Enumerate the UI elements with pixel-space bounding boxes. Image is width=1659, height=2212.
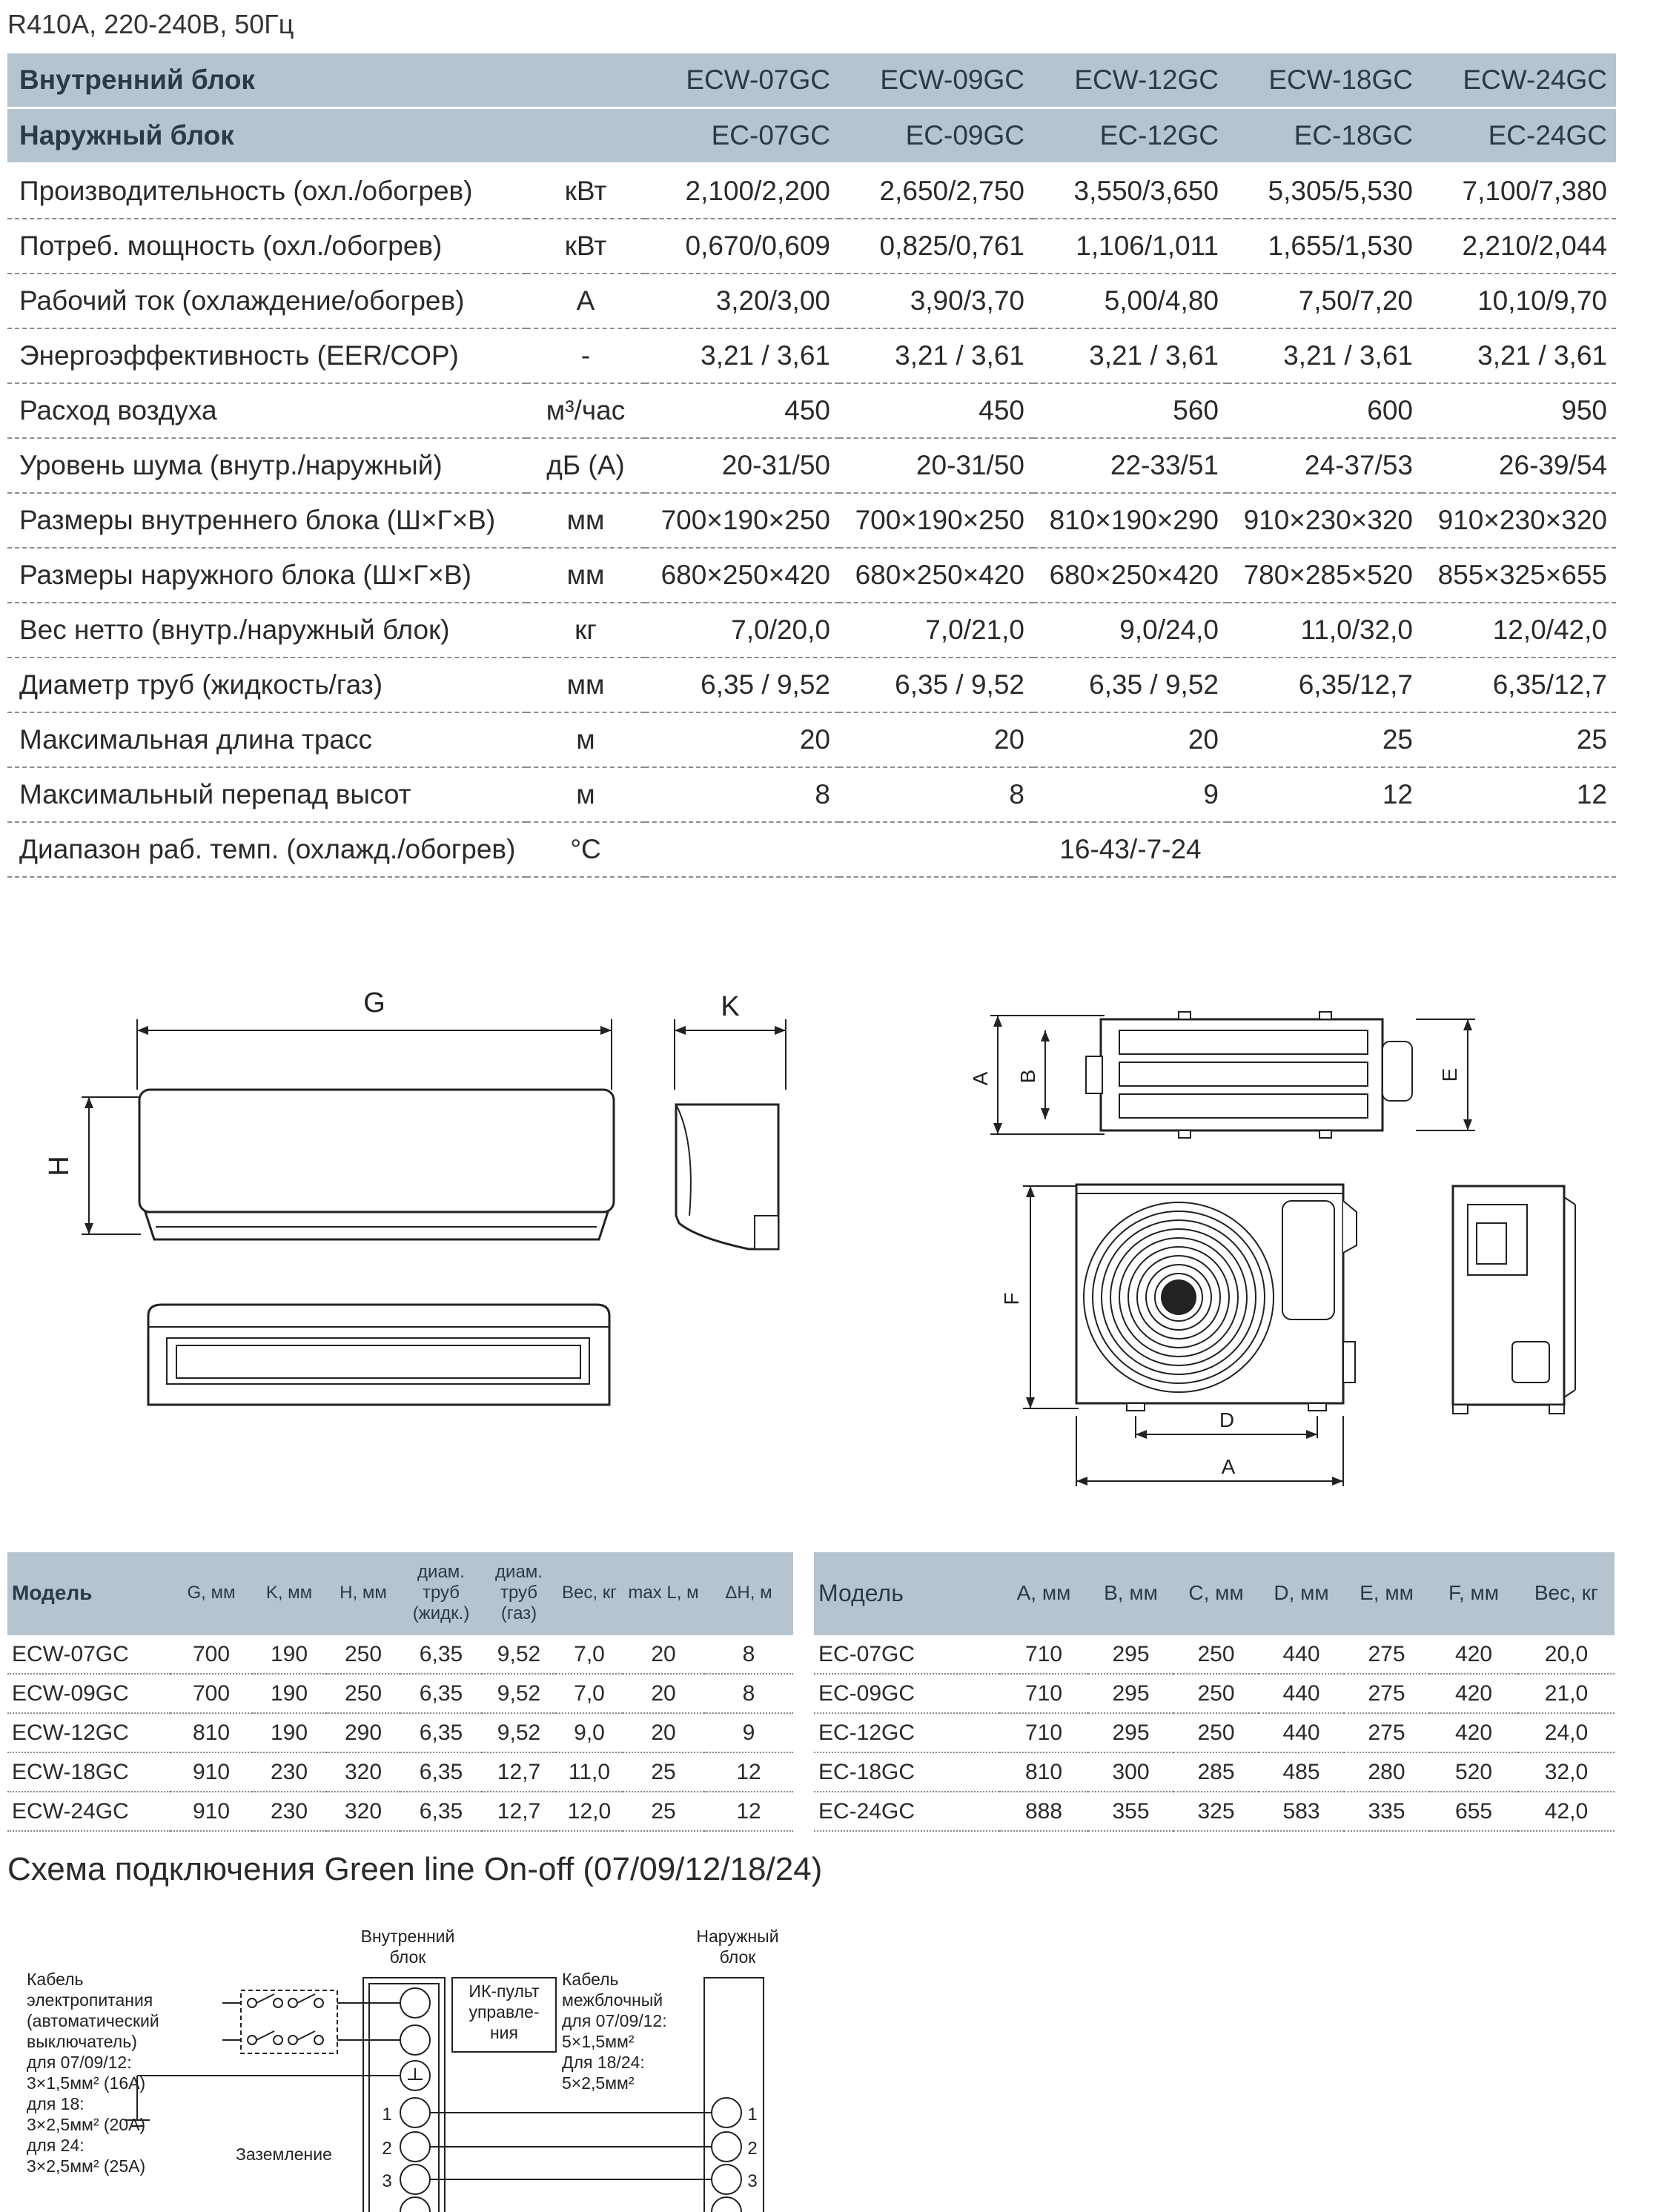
indoor-dims-cell: 8 [704, 1635, 793, 1674]
spec-row-value: 0,825/0,761 [839, 219, 1033, 274]
wiring-title: Схема подключения Green line On-off (07/09/12/18/24) [7, 1851, 823, 1887]
spec-row-label: Максимальный перепад высот [7, 767, 526, 822]
spec-row-value: 7,50/7,20 [1228, 274, 1422, 328]
spec-row-value: 8 [645, 767, 839, 822]
outdoor-dims-cell: 355 [1088, 1792, 1173, 1831]
spec-row-unit: мм [526, 658, 645, 712]
indoor-dims-cell: 12,7 [482, 1792, 556, 1831]
spec-row [7, 493, 1616, 548]
indoor-dims-cell: 910 [170, 1752, 252, 1792]
indoor-dims-cell: 20 [623, 1674, 704, 1713]
spec-row-unit: °C [526, 822, 645, 877]
indoor-terminal-3: 3 [382, 2171, 392, 2191]
spec-header-row [7, 53, 1616, 108]
spec-row [7, 164, 1616, 219]
indoor-dims-cell: 190 [252, 1635, 326, 1674]
indoor-dims-cell: 190 [252, 1674, 326, 1713]
outdoor-dims-row [814, 1713, 1615, 1752]
spec-row-value: 910×230×320 [1422, 493, 1616, 548]
indoor-dims-cell: 7,0 [556, 1674, 623, 1713]
spec-header-model: ECW-12GC [1033, 53, 1228, 108]
outdoor-dims-cell: 655 [1429, 1792, 1518, 1831]
indoor-unit-side-drawing [667, 993, 801, 1260]
outdoor-dims-cell: 250 [1173, 1674, 1259, 1713]
outdoor-dims-cell: 285 [1173, 1752, 1259, 1792]
indoor-terminal-1: 1 [382, 2105, 392, 2125]
spec-row-label: Расход воздуха [7, 383, 526, 438]
outdoor-dims-cell: 20,0 [1518, 1635, 1615, 1674]
outdoor-dimensions-table [814, 1552, 1615, 1832]
spec-row-unit: А [526, 274, 645, 328]
spec-row-value: 12 [1422, 767, 1616, 822]
outdoor-dims-row [814, 1635, 1615, 1674]
spec-row-value: 3,21 / 3,61 [1422, 328, 1616, 383]
spec-row-value: 6,35/12,7 [1228, 658, 1422, 712]
page-subtitle: R410A, 220-240В, 50Гц [7, 9, 294, 39]
spec-row-label: Рабочий ток (охлаждение/обогрев) [7, 274, 526, 328]
outdoor-dims-row [814, 1752, 1615, 1792]
spec-row-value: 810×190×290 [1033, 493, 1228, 548]
spec-header-model: EC-12GC [1033, 108, 1228, 164]
spec-row-value: 9,0/24,0 [1033, 603, 1228, 658]
outdoor-dims-cell: 250 [1173, 1635, 1259, 1674]
indoor-dims-cell: 910 [170, 1792, 252, 1831]
outdoor-unit-side-drawing [1446, 1179, 1594, 1431]
outdoor-dims-cell: 275 [1344, 1674, 1429, 1713]
indoor-dims-cell: 12 [704, 1792, 793, 1831]
indoor-dims-cell: 12,7 [482, 1752, 556, 1792]
outdoor-dims-cell: 485 [1259, 1752, 1344, 1792]
indoor-dims-cell: 320 [326, 1792, 400, 1831]
spec-row-value: 6,35 / 9,52 [645, 658, 839, 712]
outdoor-dims-cell: 810 [999, 1752, 1088, 1792]
indoor-dims-cell: 6,35 [400, 1674, 482, 1713]
spec-row-value: 25 [1228, 712, 1422, 767]
ground-label: Заземление [236, 2145, 332, 2164]
outdoor-dims-cell: 325 [1173, 1792, 1259, 1831]
spec-row-unit: мм [526, 493, 645, 548]
spec-row-value: 20-31/50 [645, 438, 839, 493]
indoor-dims-cell: 250 [326, 1674, 400, 1713]
outdoor-dims-cell: EC-07GC [814, 1635, 999, 1674]
indoor-dims-cell: 190 [252, 1713, 326, 1752]
indoor-dims-cell: 6,35 [400, 1713, 482, 1752]
spec-row-value: 3,21 / 3,61 [645, 328, 839, 383]
indoor-dims-cell: 9,52 [482, 1674, 556, 1713]
indoor-dims-header-cell: диам. труб (жидк.) [400, 1552, 482, 1635]
indoor-dims-cell: 9,52 [482, 1713, 556, 1752]
indoor-dims-cell: 12,0 [556, 1792, 623, 1831]
indoor-dims-header [7, 1552, 793, 1635]
outdoor-dims-header-cell: B, мм [1088, 1552, 1173, 1635]
indoor-dims-cell: ECW-24GC [7, 1792, 170, 1831]
indoor-dims-cell: 230 [252, 1792, 326, 1831]
indoor-dims-header-cell: max L, м [623, 1552, 704, 1635]
spec-row-value: 3,550/3,650 [1033, 164, 1228, 219]
indoor-dims-cell: 6,35 [400, 1635, 482, 1674]
dim-label-k: K [721, 991, 740, 1022]
spec-row-label: Диаметр труб (жидкость/газ) [7, 658, 526, 712]
spec-row-value: 600 [1228, 383, 1422, 438]
spec-row-label: Энергоэффективность (EER/COP) [7, 328, 526, 383]
outdoor-dims-cell: 440 [1259, 1713, 1344, 1752]
spec-row [7, 603, 1616, 658]
outdoor-dims-cell: 710 [999, 1674, 1088, 1713]
indoor-dims-cell: ECW-12GC [7, 1713, 170, 1752]
spec-row-unit: кг [526, 603, 645, 658]
outdoor-dims-row [814, 1674, 1615, 1713]
spec-row-label: Диапазон раб. темп. (охлажд./обогрев) [7, 822, 526, 877]
spec-row-value: 910×230×320 [1228, 493, 1422, 548]
outdoor-dims-cell: 888 [999, 1792, 1088, 1831]
spec-row [7, 658, 1616, 712]
indoor-dims-cell: 700 [170, 1635, 252, 1674]
outdoor-terminal-1: 1 [747, 2105, 758, 2125]
spec-header-model: EC-18GC [1228, 108, 1422, 164]
outdoor-dims-header-cell: Вес, кг [1518, 1552, 1615, 1635]
spec-row-value: 20 [839, 712, 1033, 767]
indoor-dims-cell: 250 [326, 1635, 400, 1674]
dim-label-g: G [363, 987, 385, 1019]
spec-row-value: 7,0/20,0 [645, 603, 839, 658]
spec-header-model: EC-07GC [645, 108, 839, 164]
indoor-dims-cell: 8 [704, 1674, 793, 1713]
spec-row-value: 12 [1228, 767, 1422, 822]
outdoor-block-label: Наружный блок [696, 1927, 779, 1967]
indoor-dims-cell: 25 [623, 1752, 704, 1792]
outdoor-dims-header-cell: A, мм [999, 1552, 1088, 1635]
spec-row-label: Производительность (охл./обогрев) [7, 164, 526, 219]
spec-table [7, 53, 1616, 878]
spec-row-value: 0,670/0,609 [645, 219, 839, 274]
spec-row-temperature [7, 822, 1616, 877]
spec-header-model: ECW-18GC [1228, 53, 1422, 108]
spec-row-label: Потреб. мощность (охл./обогрев) [7, 219, 526, 274]
indoor-dims-cell: 6,35 [400, 1792, 482, 1831]
spec-row-value: 1,106/1,011 [1033, 219, 1228, 274]
outdoor-dims-cell: 275 [1344, 1713, 1429, 1752]
indoor-dims-cell: 9,52 [482, 1635, 556, 1674]
spec-row-value: 780×285×520 [1228, 548, 1422, 603]
indoor-dims-header-cell: G, мм [170, 1552, 252, 1635]
outdoor-dims-cell: 21,0 [1518, 1674, 1615, 1713]
indoor-dimensions-table [7, 1552, 793, 1832]
spec-row-value: 450 [645, 383, 839, 438]
outdoor-dims-cell: 420 [1429, 1713, 1518, 1752]
indoor-dims-cell: 700 [170, 1674, 252, 1713]
ir-remote-label: ИК-пульт управле- ния [468, 1981, 540, 2042]
indoor-dims-cell: 11,0 [556, 1752, 623, 1792]
outdoor-dims-cell: 42,0 [1518, 1792, 1615, 1831]
spec-row [7, 712, 1616, 767]
spec-row-value: 6,35 / 9,52 [1033, 658, 1228, 712]
power-cable-label: Кабель электропитания (автоматический выключатель) для 07/09/12: 3×1,5мм² (16А) для 18: 3×2,5мм² (20А) для 24: 3×2,5мм² (25А) [27, 1970, 159, 2176]
dim-label-c: B [1016, 1069, 1039, 1084]
indoor-dims-cell: 25 [623, 1792, 704, 1831]
spec-row [7, 274, 1616, 328]
dim-label-a: A [1221, 1455, 1236, 1478]
spec-header-label: Наружный блок [7, 108, 526, 164]
spec-row-unit: - [526, 328, 645, 383]
outdoor-dims-cell: 295 [1088, 1713, 1173, 1752]
spec-row-value: 3,21 / 3,61 [1228, 328, 1422, 383]
spec-row-value: 9 [1033, 767, 1228, 822]
spec-row-value: 700×190×250 [645, 493, 839, 548]
outdoor-dims-cell: EC-24GC [814, 1792, 999, 1831]
indoor-terminal-2: 2 [382, 2139, 392, 2159]
spec-row-label: Максимальная длина трасс [7, 712, 526, 767]
dim-label-f: F [1000, 1292, 1023, 1305]
outdoor-unit-top-drawing [971, 986, 1527, 1164]
spec-row [7, 767, 1616, 822]
spec-row-label: Вес нетто (внутр./наружный блок) [7, 603, 526, 658]
spec-row-value: 6,35/12,7 [1422, 658, 1616, 712]
spec-row-value: 20-31/50 [839, 438, 1033, 493]
spec-row-value: 11,0/32,0 [1228, 603, 1422, 658]
spec-row-value: 700×190×250 [839, 493, 1033, 548]
indoor-dims-cell: ECW-18GC [7, 1752, 170, 1792]
indoor-dims-cell: 290 [326, 1713, 400, 1752]
indoor-dims-cell: 7,0 [556, 1635, 623, 1674]
indoor-dims-header-cell: Модель [7, 1552, 170, 1635]
indoor-dims-cell: 12 [704, 1752, 793, 1792]
indoor-dims-header-cell: Вес, кг [556, 1552, 623, 1635]
outdoor-dims-cell: 295 [1088, 1635, 1173, 1674]
spec-row-value: 22-33/51 [1033, 438, 1228, 493]
spec-header-label: Внутренний блок [7, 53, 526, 108]
indoor-dims-cell: 20 [623, 1635, 704, 1674]
spec-row-value: 26-39/54 [1422, 438, 1616, 493]
spec-row-value: 855×325×655 [1422, 548, 1616, 603]
outdoor-dims-cell: 520 [1429, 1752, 1518, 1792]
indoor-dims-header-cell: K, мм [252, 1552, 326, 1635]
spec-row-unit: дБ (А) [526, 438, 645, 493]
spec-row-value: 450 [839, 383, 1033, 438]
indoor-dims-header-cell: H, мм [326, 1552, 400, 1635]
spec-row-label: Размеры наружного блока (Ш×Г×В) [7, 548, 526, 603]
spec-row-value: 3,21 / 3,61 [839, 328, 1033, 383]
spec-row-value: 1,655/1,530 [1228, 219, 1422, 274]
outdoor-dims-cell: 32,0 [1518, 1752, 1615, 1792]
spec-row [7, 383, 1616, 438]
spec-row-value: 950 [1422, 383, 1616, 438]
indoor-dims-cell: 230 [252, 1752, 326, 1792]
dim-label-h: H [44, 1156, 75, 1176]
spec-row-value: 10,10/9,70 [1422, 274, 1616, 328]
spec-header-model: EC-09GC [839, 108, 1033, 164]
outdoor-dims-cell: 295 [1088, 1674, 1173, 1713]
outdoor-dims-header [814, 1552, 1615, 1635]
indoor-dims-cell: ECW-09GC [7, 1674, 170, 1713]
spec-header-model: EC-24GC [1422, 108, 1616, 164]
spec-row-value: 20 [645, 712, 839, 767]
indoor-dims-cell: 9,0 [556, 1713, 623, 1752]
outdoor-dims-cell: 420 [1429, 1635, 1518, 1674]
spec-row-label: Размеры внутреннего блока (Ш×Г×В) [7, 493, 526, 548]
indoor-dims-row [7, 1713, 793, 1752]
spec-row-value: 560 [1033, 383, 1228, 438]
outdoor-dims-header-cell: C, мм [1173, 1552, 1259, 1635]
spec-header-model: ECW-24GC [1422, 53, 1616, 108]
outdoor-terminal-2: 2 [747, 2139, 758, 2159]
outdoor-dims-cell: EC-09GC [814, 1674, 999, 1713]
spec-row [7, 548, 1616, 603]
spec-row-unit: кВт [526, 164, 645, 219]
spec-row-unit: м [526, 767, 645, 822]
indoor-dims-cell: 20 [623, 1713, 704, 1752]
spec-row-value: 2,210/2,044 [1422, 219, 1616, 274]
spec-row-value: 3,90/3,70 [839, 274, 1033, 328]
outdoor-dims-header-cell: D, мм [1259, 1552, 1344, 1635]
outdoor-dims-cell: 275 [1344, 1635, 1429, 1674]
outdoor-dims-cell: 440 [1259, 1674, 1344, 1713]
outdoor-dims-cell: 440 [1259, 1635, 1344, 1674]
outdoor-dims-cell: 710 [999, 1713, 1088, 1752]
indoor-dims-row [7, 1752, 793, 1792]
indoor-dims-cell: 810 [170, 1713, 252, 1752]
dim-label-e: E [1438, 1067, 1461, 1082]
spec-row [7, 328, 1616, 383]
spec-header-model: ECW-07GC [645, 53, 839, 108]
outdoor-dims-cell: 583 [1259, 1792, 1344, 1831]
spec-row-value: 25 [1422, 712, 1616, 767]
outdoor-dims-cell: 24,0 [1518, 1713, 1615, 1752]
spec-header-unit [526, 53, 645, 108]
outdoor-dims-cell: EC-18GC [814, 1752, 999, 1792]
outdoor-dims-cell: EC-12GC [814, 1713, 999, 1752]
outdoor-unit-front-drawing [1000, 1171, 1394, 1497]
outdoor-dims-cell: 300 [1088, 1752, 1173, 1792]
indoor-dims-cell: ECW-07GC [7, 1635, 170, 1674]
spec-header-model: ECW-09GC [839, 53, 1033, 108]
spec-row [7, 438, 1616, 493]
spec-row-unit: кВт [526, 219, 645, 274]
outdoor-dims-cell: 710 [999, 1635, 1088, 1674]
indoor-dims-header-cell: диам. труб (газ) [482, 1552, 556, 1635]
spec-row-value: 680×250×420 [645, 548, 839, 603]
spec-row-value: 20 [1033, 712, 1228, 767]
indoor-dims-cell: 320 [326, 1752, 400, 1792]
spec-row-value: 8 [839, 767, 1033, 822]
spec-header-unit [526, 108, 645, 164]
spec-row-unit: м³/час [526, 383, 645, 438]
outdoor-dims-header-cell: E, мм [1344, 1552, 1429, 1635]
spec-row [7, 219, 1616, 274]
spec-row-value: 680×250×420 [839, 548, 1033, 603]
inter-cable-label: Кабель межблочный для 07/09/12: 5×1,5мм² Для 18/24: 5×2,5мм² [562, 1970, 667, 2093]
spec-row-value: 16-43/-7-24 [645, 822, 1616, 877]
indoor-unit-front-drawing [44, 978, 638, 1423]
spec-row-value: 6,35 / 9,52 [839, 658, 1033, 712]
spec-row-value: 7,0/21,0 [839, 603, 1033, 658]
spec-row-label: Уровень шума (внутр./наружный) [7, 438, 526, 493]
outdoor-dims-cell: 250 [1173, 1713, 1259, 1752]
spec-row-value: 2,650/2,750 [839, 164, 1033, 219]
spec-row-value: 24-37/53 [1228, 438, 1422, 493]
dim-label-d: D [1219, 1408, 1235, 1431]
indoor-dims-cell: 9 [704, 1713, 793, 1752]
indoor-dims-row [7, 1792, 793, 1831]
spec-row-unit: мм [526, 548, 645, 603]
spec-row-value: 7,100/7,380 [1422, 164, 1616, 219]
outdoor-dims-row [814, 1792, 1615, 1831]
outdoor-dims-cell: 335 [1344, 1792, 1429, 1831]
spec-row-value: 680×250×420 [1033, 548, 1228, 603]
spec-row-value: 3,21 / 3,61 [1033, 328, 1228, 383]
spec-row-value: 3,20/3,00 [645, 274, 839, 328]
indoor-dims-header-cell: ΔH, м [704, 1552, 793, 1635]
indoor-dims-cell: 6,35 [400, 1752, 482, 1792]
indoor-block-label: Внутренний блок [360, 1927, 455, 1967]
dim-label-b: A [969, 1071, 992, 1086]
outdoor-dims-header-cell: F, мм [1429, 1552, 1518, 1635]
spec-row-value: 2,100/2,200 [645, 164, 839, 219]
spec-row-value: 5,00/4,80 [1033, 274, 1228, 328]
outdoor-dims-header-cell: Модель [814, 1552, 999, 1635]
spec-header-row [7, 108, 1616, 164]
indoor-dims-row [7, 1674, 793, 1713]
spec-row-value: 12,0/42,0 [1422, 603, 1616, 658]
indoor-dims-row [7, 1635, 793, 1674]
spec-row-unit: м [526, 712, 645, 767]
outdoor-dims-cell: 420 [1429, 1674, 1518, 1713]
outdoor-dims-cell: 280 [1344, 1752, 1429, 1792]
spec-row-value: 5,305/5,530 [1228, 164, 1422, 219]
outdoor-terminal-3: 3 [747, 2171, 758, 2191]
